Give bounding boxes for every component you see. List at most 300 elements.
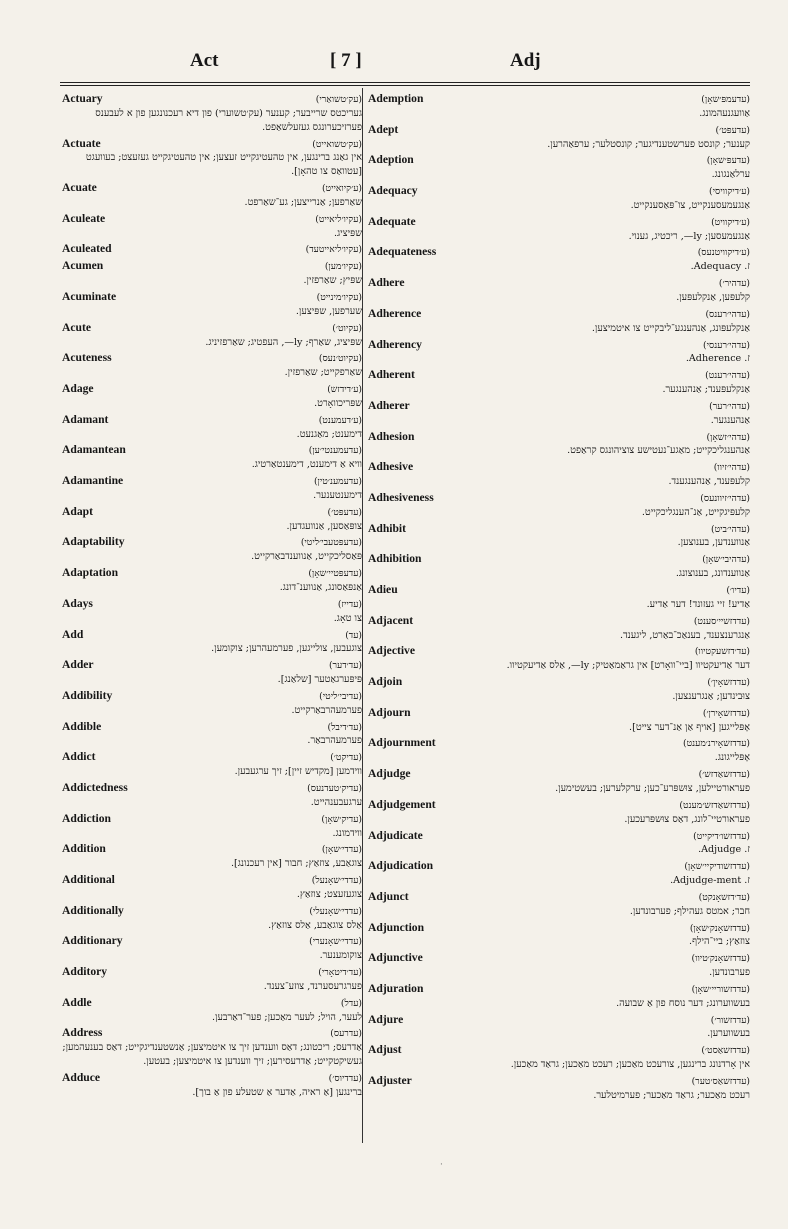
definition: שפּיץ; שאַרפזין. <box>303 275 362 287</box>
definition: קענער; קונסט פערשטענדיגער; קונסטלער; ערפאַהרען. <box>547 138 750 150</box>
entry-head <box>62 873 362 888</box>
dictionary-entry <box>368 245 750 274</box>
left-column <box>62 92 362 1102</box>
headword: Adamantean <box>62 443 126 457</box>
headword: Adjudicate <box>368 828 423 842</box>
dictionary-entry <box>368 921 750 950</box>
entry-head <box>62 566 362 581</box>
definition: אַנהענגליכקייט; מאַגע־נעטישע צוציהונגס קראַפט. <box>567 445 750 457</box>
headword: Adapt <box>62 504 93 518</box>
entry-head <box>368 1043 750 1058</box>
entry-head <box>368 184 750 199</box>
entry-head <box>368 859 750 874</box>
entry-head <box>368 1074 750 1089</box>
headword: Adjunction <box>368 920 425 934</box>
dictionary-entry <box>62 566 362 595</box>
definition: אַנקלעפּונג, אַנהענגע־ליבקייט צו איטמיצען. <box>591 322 750 334</box>
definition: ווידמען [מקדיש זיין]; זיך ערגעבען. <box>234 766 362 778</box>
headword: Adage <box>62 382 94 396</box>
pronunciation: (עד׳דיטאָרי) <box>318 967 362 979</box>
definition: שפּיציג, שאַרף; ly—, העפטיג; שאַרפזיניג. <box>205 336 362 348</box>
definition: ז. Adherence. <box>685 353 750 365</box>
dictionary-entry <box>368 153 750 182</box>
pronunciation: (עק׳טשואַרי) <box>315 94 362 105</box>
pronunciation: (עדעפּט׳) <box>715 124 750 136</box>
dictionary-entry <box>62 750 362 779</box>
dictionary-entry <box>62 181 362 210</box>
dictionary-entry <box>62 812 362 841</box>
definition: צוקומענער. <box>319 950 362 962</box>
headword: Adherence <box>368 306 422 320</box>
headword: Adequacy <box>368 184 418 198</box>
headword: Adjust <box>368 1043 402 1057</box>
dictionary-entry <box>368 859 750 888</box>
headword: Adjective <box>368 644 415 658</box>
dictionary-entry <box>368 890 750 919</box>
definition: ז. Adequacy. <box>690 261 750 273</box>
dictionary-entry <box>62 137 362 180</box>
dictionary-entry <box>62 842 362 871</box>
entry-head <box>62 658 362 673</box>
dictionary-entry <box>62 382 362 411</box>
entry-head <box>368 982 750 997</box>
dictionary-entry <box>368 460 750 489</box>
definition: ז. Adjudge. <box>698 844 750 856</box>
entry-head <box>62 597 362 612</box>
dictionary-entry <box>368 951 750 980</box>
definition: אָפּלייגונג. <box>714 752 750 764</box>
headword: Addictedness <box>62 780 128 794</box>
headword: Adhesive <box>368 460 414 474</box>
dictionary-entry <box>62 413 362 442</box>
definition: אַנווענדונג, בענוצונג. <box>675 568 750 580</box>
headword: Adeption <box>368 153 414 167</box>
headword: Adjoin <box>368 675 403 689</box>
headword: Adequateness <box>368 245 437 259</box>
headword: Adhesiveness <box>368 490 434 504</box>
left-guide-word: Act <box>190 50 219 71</box>
definition: אַנפּאַסונג, אַנווענ־דונג. <box>279 582 362 593</box>
entry-head <box>368 430 750 445</box>
headword: Adder <box>62 658 94 672</box>
entry-head <box>62 413 362 428</box>
dictionary-entry <box>368 307 750 336</box>
headword: Adaptation <box>62 566 119 580</box>
definition: שאַרפקייט; שאַרפזין. <box>284 367 362 379</box>
definition: צוגעבען, צולייגען, פערמעהרען; צוקומען. <box>211 643 362 655</box>
headword: Adhibit <box>368 521 407 535</box>
entry-head <box>368 614 750 629</box>
headword: Actuary <box>62 92 103 105</box>
entry-head <box>62 996 362 1011</box>
definition: שאַרפען; אַנרייצען; גע־שאַרפט. <box>244 196 362 208</box>
headword: Adays <box>62 596 93 610</box>
entry-head <box>368 245 750 260</box>
definition: אַנגעמעסען; ly—, ריכטיג, גענוי. <box>628 230 750 242</box>
definition: שפּיציג. <box>333 227 362 239</box>
pronunciation: (עדעמפּ׳שאָן) <box>701 94 750 105</box>
headword: Adherent <box>368 368 415 382</box>
headword: Addle <box>62 995 92 1009</box>
pronunciation: (עקיוט׳נעס) <box>318 353 362 365</box>
headword: Adieu <box>368 583 398 596</box>
dictionary-entry <box>368 583 750 612</box>
pronunciation: (עדהי׳רענט) <box>705 370 750 382</box>
entry-head <box>62 137 362 152</box>
entry-head <box>368 921 750 936</box>
dictionary-entry <box>368 215 750 244</box>
entry-head <box>62 720 362 735</box>
dictionary-entry <box>368 982 750 1011</box>
headword: Adamantine <box>62 474 124 488</box>
headword: Adequate <box>368 214 416 228</box>
headword: Acuminate <box>62 289 117 303</box>
entry-head <box>62 812 362 827</box>
headword: Acuate <box>62 181 97 195</box>
pronunciation: (עדהי׳רענסי) <box>703 339 750 351</box>
entry-head <box>368 276 750 291</box>
dictionary-entry <box>62 212 362 241</box>
entry-head <box>368 491 750 506</box>
pronunciation: (עדדי׳שאָן) <box>321 844 362 856</box>
dictionary-entry <box>62 781 362 810</box>
pronunciation: (עדהי׳זשאָן) <box>706 431 750 443</box>
entry-head <box>368 123 750 138</box>
pronunciation: (עדדזשאָירן׳) <box>702 707 750 719</box>
headword: Addible <box>62 719 102 733</box>
entry-head <box>368 338 750 353</box>
pronunciation: (עדדי׳שאָנעלי) <box>309 905 362 917</box>
pronunciation: (עדדזשאַסט׳) <box>701 1045 750 1057</box>
dictionary-entry <box>62 505 362 534</box>
pronunciation: (עדדזשודיקיי׳שאָן) <box>684 861 750 873</box>
dictionary-entry <box>368 736 750 765</box>
entry-head <box>62 242 362 257</box>
headword: Adjournment <box>368 736 436 750</box>
headword: Addiction <box>62 811 111 825</box>
pronunciation: (עד׳דיבל) <box>327 721 362 733</box>
dictionary-entry <box>62 628 362 657</box>
dictionary-entry <box>62 1026 362 1069</box>
pronunciation: (עדיקט׳) <box>330 752 362 764</box>
page-header <box>60 50 750 80</box>
headword: Aculeate <box>62 211 106 225</box>
definition: וויא אַ דימענט, דימענטאַרטיג. <box>251 459 362 471</box>
definition: פעראורטיילען, צוּשפּרע־כען; ערקלערען; בעשטימען. <box>555 782 750 794</box>
headword: Acumen <box>62 259 104 273</box>
entry-head <box>62 290 362 305</box>
entry-head <box>62 1071 362 1086</box>
pronunciation: (עדעפּטיי׳שאָן) <box>308 568 362 580</box>
definition: פעראורטיי־לונג, דאַס צוּשפּרעכען. <box>624 813 750 825</box>
entry-head <box>62 781 362 796</box>
definition: בעשווערונג; דער נוסח פון אַ שבועה. <box>616 997 750 1009</box>
dictionary-entry <box>368 675 750 704</box>
entry-head <box>368 829 750 844</box>
entry-head <box>62 1026 362 1041</box>
pronunciation: (ע׳דיקוויט) <box>711 216 750 228</box>
definition: פערמעהרבאַרקייט. <box>291 704 362 716</box>
pronunciation: (עק׳טשואייט) <box>312 138 362 150</box>
pronunciation: (עדיו׳) <box>726 585 750 596</box>
pronunciation: (עדדזשאָנק׳טיוו) <box>691 953 750 965</box>
dictionary-entry <box>62 658 362 687</box>
dictionary-entry <box>368 829 750 858</box>
header-rule <box>60 82 750 83</box>
pronunciation: (עקיו׳מינייט) <box>316 291 362 303</box>
dictionary-entry <box>368 1074 750 1103</box>
headword: Adjudication <box>368 859 434 873</box>
dictionary-entry <box>368 706 750 735</box>
dictionary-entry <box>368 1013 750 1042</box>
column-separator <box>362 88 363 1143</box>
pronunciation: (עקיו׳ליאייט) <box>315 213 362 225</box>
definition: פּיפּערגאַטער [שלאַנג]. <box>277 674 362 686</box>
pronunciation: (עדדזשאָין׳) <box>707 677 750 689</box>
entry-head <box>62 535 362 550</box>
entry-head <box>62 321 362 336</box>
pronunciation: (עד) <box>345 629 362 641</box>
dictionary-entry <box>62 259 362 288</box>
dictionary-entry <box>62 689 362 718</box>
definition: לעער, הויל; לעער מאַכען; פער־דאַרבען. <box>211 1011 362 1023</box>
definition: אַנקלעפּענד; אַנהענגער. <box>662 384 750 396</box>
definition: פערמעהרבאַר. <box>307 735 362 747</box>
entry-head <box>62 505 362 520</box>
headword: Adhere <box>368 276 405 290</box>
entry-head <box>368 644 750 659</box>
headword: Adjuration <box>368 981 424 995</box>
headword: Acute <box>62 320 91 334</box>
headword: Addict <box>62 750 96 764</box>
entry-head <box>62 474 362 489</box>
dictionary-entry <box>368 276 750 305</box>
right-guide-word: Adj <box>510 50 541 71</box>
dictionary-entry <box>62 1071 362 1100</box>
pronunciation: (עדייז) <box>337 598 362 610</box>
pronunciation: (עדהי׳זיוונעס) <box>700 492 750 504</box>
definition: ברינגען [אַ ראיה, אַדער אַ שטעלע פון אַ בוך]. <box>192 1086 362 1098</box>
definition: שערפען, שפּיצען. <box>295 305 362 317</box>
headword: Adhesion <box>368 429 415 443</box>
dictionary-entry <box>368 491 750 520</box>
definition: אַנגרענצענד, בענאַכ־באַרט, ליגענד. <box>619 629 750 641</box>
entry-head <box>368 675 750 690</box>
right-column <box>368 92 750 1105</box>
definition: בעשווערען. <box>707 1028 750 1040</box>
dictionary-entry <box>368 184 750 213</box>
definition: צופּאַסען, אַנוועגדען. <box>286 520 362 532</box>
definition: געריכטס שרייבער; קענער (עק׳טשוערי) פון דיא רעכנונגען פון א לעבענס פערזיכערונגס געזעלשאַפט. <box>95 107 362 133</box>
dictionary-entry <box>368 430 750 459</box>
dictionary-entry <box>368 798 750 827</box>
entry-head <box>368 215 750 230</box>
dictionary-entry <box>62 965 362 994</box>
headword: Additionary <box>62 934 123 948</box>
entry-head <box>62 382 362 397</box>
dictionary-entry <box>62 535 362 564</box>
definition: דימענט; מאַגנעט. <box>296 428 362 440</box>
definition: ז. Adjudge-ment. <box>670 875 750 887</box>
dictionary-entry <box>368 552 750 581</box>
definition: צוגאַבע, צוזאַץ; חבור [אין רעכנונג]. <box>230 858 362 870</box>
pronunciation: (עדדזשאָירנ׳מענט) <box>683 738 750 750</box>
pronunciation: (עדדזשאַס׳טער) <box>691 1076 750 1087</box>
entry-head <box>62 443 362 458</box>
pronunciation: (ע׳דיקוויסי) <box>709 186 750 198</box>
dictionary-entry <box>62 321 362 350</box>
entry-head <box>368 460 750 475</box>
pronunciation: (עדהי׳ביט) <box>711 523 750 535</box>
pronunciation: (עדדיוס׳) <box>328 1073 362 1084</box>
pronunciation: (עד׳דער) <box>328 660 362 672</box>
pronunciation: (עדעפּטעבי׳ליטי) <box>300 537 362 549</box>
headword: Add <box>62 627 84 641</box>
definition: צו טאָג. <box>333 612 362 624</box>
dictionary-entry <box>62 934 362 963</box>
definition: קלעפּען, אַנקלעפּען. <box>676 291 750 303</box>
entry-head <box>368 92 750 107</box>
dictionary-entry <box>62 474 362 503</box>
headword: Adjacent <box>368 613 414 627</box>
definition: אַדיע! זיי געזונד! דער אַדיע. <box>646 598 750 610</box>
pronunciation: (עדהי׳רער) <box>709 400 750 412</box>
pronunciation: (עקיו׳מען) <box>324 261 362 273</box>
headword: Adherer <box>368 398 410 412</box>
definition: צוגעזעצט; צוזאַץ. <box>296 888 362 900</box>
definition: צוּבינדען; אַנגרענצען. <box>672 690 750 702</box>
pronunciation: (עדהי׳רענס) <box>705 308 750 320</box>
headword: Additionally <box>62 903 124 917</box>
pronunciation: (עדיק׳טעדנעס) <box>307 782 362 794</box>
dictionary-entry <box>368 368 750 397</box>
entry-head <box>368 767 750 782</box>
pronunciation: (עקיוט׳) <box>332 322 362 334</box>
pronunciation: (עדהיר׳) <box>718 278 750 290</box>
dictionary-entry <box>62 443 362 472</box>
dictionary-entry <box>62 92 362 135</box>
headword: Adjuster <box>368 1074 412 1087</box>
header-rule-double <box>60 85 750 86</box>
pronunciation: (עד׳דזשעקטיוו) <box>694 646 750 658</box>
definition: קלעפּענד, אַנהענגענד. <box>668 476 750 488</box>
definition: אַנווענדען, בענוצען. <box>677 537 750 549</box>
headword: Actuate <box>62 136 101 150</box>
entry-head <box>368 1013 750 1028</box>
definition: פּאַסליכקייט, אַנווענדבאַרקייט. <box>251 551 362 563</box>
dictionary-entry <box>368 338 750 367</box>
entry-head <box>62 351 362 366</box>
headword: Adjourn <box>368 705 411 719</box>
pronunciation: (עדדזשאָנק׳שאָן) <box>689 922 750 934</box>
definition: שפּריכוואָרט. <box>314 397 362 409</box>
entry-head <box>62 750 362 765</box>
headword: Adamant <box>62 412 109 426</box>
dictionary-entry <box>62 873 362 902</box>
pronunciation: (עדיק׳שאָן) <box>321 813 362 825</box>
headword: Adhibition <box>368 552 422 566</box>
definition: אַנהענגער. <box>710 414 750 426</box>
pronunciation: (ע׳דידזש) <box>327 384 362 396</box>
entry-head <box>368 522 750 537</box>
definition: צוזאַץ; ביי־הילף. <box>689 936 750 948</box>
headword: Adherency <box>368 337 422 351</box>
pronunciation: (עדהי׳זיוו) <box>713 462 750 474</box>
entry-head <box>368 890 750 905</box>
headword: Address <box>62 1026 103 1040</box>
dictionary-entry <box>368 614 750 643</box>
dictionary-entry <box>62 597 362 626</box>
definition: ערגעבענהייט. <box>310 796 362 808</box>
headword: Addition <box>62 842 106 856</box>
headword: Adjudgement <box>368 797 436 811</box>
definition: אין גאַנג ברינגען, אין טהעטיגקייט זעצען; אין טהעטיגקייט געזעצט; בעוועגט [עטוואַס צו טהאָן]. <box>85 152 362 178</box>
definition: אַוועגנעהמונג. <box>699 107 750 119</box>
dictionary-entry <box>368 123 750 152</box>
entry-head <box>368 583 750 598</box>
pronunciation: (עדדזשיי׳סענט) <box>693 615 750 627</box>
entry-head <box>368 399 750 414</box>
pronunciation: (עדעמענ׳טין) <box>313 476 362 488</box>
entry-head <box>62 259 362 274</box>
dictionary-entry <box>368 767 750 796</box>
entry-head <box>368 736 750 751</box>
definition: אָפּלייגען [אויף אַן אַנ־דער צייט]. <box>629 721 750 733</box>
headword: Additory <box>62 965 108 979</box>
dictionary-entry <box>62 242 362 257</box>
entry-head <box>62 92 362 107</box>
dictionary-entry <box>62 996 362 1025</box>
definition: אַלס צוגאַבע, אַלס צוזאַץ. <box>268 919 362 931</box>
definition: אַדרעס; ריכטונג; דאַס ווענדען זיך צו איטמיצען; אַנשטענדיגקייט; דאַס בענעהמען; געשיקטקייט; אַדרעסירען; זיך ווענדען צו איטמיצען; בעטען. <box>62 1042 362 1068</box>
pronunciation: (עדיבי׳ליטי) <box>319 690 362 702</box>
dictionary-entry <box>368 399 750 428</box>
pronunciation: (עדדזשאַדזש׳מענט) <box>679 799 750 811</box>
definition: ערלאַנגונג. <box>711 169 750 181</box>
dictionary-entry <box>368 522 750 551</box>
entry-head <box>62 689 362 704</box>
entry-head <box>368 368 750 383</box>
pronunciation: (עדדזשו׳דיקייט) <box>693 830 750 842</box>
pronunciation: (ע׳קיואייט) <box>321 183 362 195</box>
pronunciation: (עדדזשור׳) <box>710 1014 750 1026</box>
page-number: [ 7 ] <box>330 50 362 71</box>
page-speck: · <box>440 1160 443 1170</box>
pronunciation: (עדדי׳שאָנעל) <box>311 875 362 887</box>
pronunciation: (עקיו׳ליאייטעד) <box>305 244 362 256</box>
definition: ווידמונג. <box>332 827 362 839</box>
entry-head <box>62 904 362 919</box>
pronunciation: (עדהיבי׳שאָן) <box>702 554 750 566</box>
definition: דימענטענער. <box>313 489 362 501</box>
headword: Adjunct <box>368 889 409 903</box>
dictionary-entry <box>368 92 750 121</box>
entry-head <box>62 628 362 643</box>
pronunciation: (ע׳דיקוויטנעס) <box>697 247 750 259</box>
definition: קלעפּיגקייט, אַנ־הענגליכקייט. <box>641 506 750 518</box>
definition: פערבונדען. <box>709 967 750 979</box>
pronunciation: (ע׳דעמענט) <box>318 414 362 426</box>
pronunciation: (עדעפּ׳שאָן) <box>706 155 750 167</box>
entry-head <box>62 965 362 980</box>
definition: פערגרעסערנד, צוזע־צענד. <box>263 980 362 992</box>
dictionary-entry <box>62 290 362 319</box>
pronunciation: (עדרעס) <box>330 1028 362 1040</box>
pronunciation: (עד׳דזשאָנקט) <box>698 891 750 903</box>
definition: חבר; אמטס געהילף; פערבונדען. <box>629 905 750 917</box>
pronunciation: (עדדזשוריי׳שאָן) <box>691 983 750 995</box>
dictionary-entry <box>368 1043 750 1072</box>
